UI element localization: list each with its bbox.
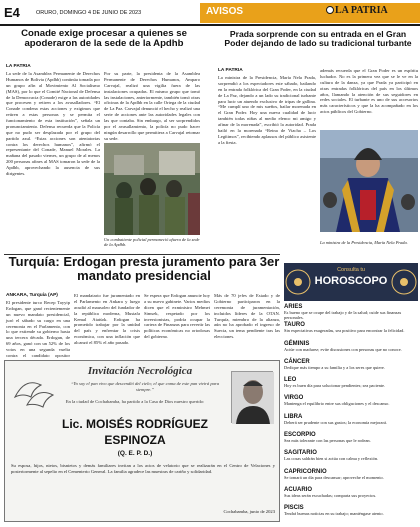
horoscope-sign: [284, 304, 418, 322]
horoscope-sign-text: Sin expectativas exageradas, sea positivo para encontrar la felicidad.: [284, 328, 405, 334]
horoscope-sign-text: Sus ideas serán escuchadas; comparta sus proyectos.: [284, 492, 377, 498]
horoscope-sign: [284, 395, 418, 413]
section-title: AVISOS: [206, 6, 244, 17]
horoscope-sign-name: LEO: [284, 377, 297, 384]
horoscope-banner-pre: Consulta tu: [337, 267, 365, 273]
header-date: ORURO, DOMINGO 4 DE JUNIO DE 2023: [36, 10, 142, 16]
horoscope-sign-name: LIBRA: [284, 413, 303, 420]
obituary-notice: [4, 360, 280, 522]
horoscope-sign-name: TAURO: [284, 322, 305, 329]
horoscope-sign-name: GÉMINIS: [284, 340, 310, 347]
article-1-photo: [104, 143, 200, 235]
horoscope-sign-text: Sea más tolerante con las personas que le rodean.: [284, 438, 371, 444]
article-3-col-1: El presidente turco Recep Tayyip Erdogan, que ganó recientemente un nuevo mandato presidencial, juró el sábado su cargo en una ceremonia en el Parlamento, con lo que extiende su gobierno hasta una tercera década. Erdogan, de 69 años, ganó con un 52% de los votos en una segunda vuelta contra el candidato opositor: [6, 300, 70, 358]
article-1-col-1: La sede de la Asamblea Permanente de Derechos Humanos de Bolivia (Apdhb) continúa tomada por un grupo afín al Movimiento Al Socialismo (MAS), por lo que el Comité Nacional de Defensa de la Democracia (Conade) exige a las autoridades que procesen y retiren a los avasalladores. “El Conade condena estas acciones y exigimos que retiren a estas personas y se permita el funcionamiento de esta institución”, señala un pronunciamiento. Defensa recuerda que la Policía que no pudo ser desplazada por el grupo del partido azul. “Estas acciones son atentatorias contra los derechos humanos”, afirmó el representante del Conade, Manuel Morales. La mañana del pasado viernes, un grupo de al menos 200 personas afines al MAS tomaron la sede de la Apdhb, aprovechando la ausencia de sus dirigentes.: [6, 71, 100, 176]
logo-icon: [326, 6, 334, 14]
horoscope-list: [284, 304, 418, 524]
article-1-kicker: LA PATRIA: [6, 64, 31, 69]
article-2-caption: La ministra de la Presidencia, María Nela Prada.: [320, 240, 408, 245]
horoscope-sign-text: Actúe con madurez; evite discusiones con personas que no conoce.: [284, 346, 402, 352]
horoscope-sign-name: PISCIS: [284, 505, 304, 512]
horoscope-sign-text: Se tomará un día para descansar; aproveche el momento.: [284, 474, 384, 480]
article-3-title: Turquía: Erdogan presta juramento para 3er mandato presidencial: [8, 254, 280, 283]
horoscope-sign: [284, 414, 418, 432]
horoscope-sign: [284, 341, 418, 359]
article-3-kicker: ANKARA, Turquía (AP): [6, 293, 58, 298]
newspaper-logo: LA PATRIA: [335, 5, 388, 16]
obituary-intro: En la ciudad de Cochabamba, ha partido a la Casa de Dios nuestro querido:: [65, 399, 205, 404]
obituary-verse: “Yo soy el pan vivo que descendió del cielo; el que coma de este pan vivirá para siempre.”: [70, 381, 220, 392]
obituary-rip: (Q. E. P. D.): [117, 450, 153, 457]
horoscope-sign: [284, 377, 418, 395]
page-number: E4: [4, 5, 20, 20]
article-2-col-2: además recuerda que el Gran Poder es un espíritu luchador. No es la primera vez que se le ve en la cultura de la danza, ya que Prada ya participó en otras entradas folklóricas del país en los últimos años, llamando la atención de sus seguidores en redes sociales. El turbante es uno de sus accesorios más característicos y que la ha acompañado en los actos públicos del Gobierno.: [320, 68, 418, 115]
horoscope-sign-name: ESCORPIO: [284, 432, 316, 439]
horoscope-sign-name: SAGITARIO: [284, 450, 317, 457]
obituary-name-2: ESPINOZA: [104, 433, 166, 447]
horoscope-sign-name: CÁNCER: [284, 358, 310, 365]
horoscope-sign: [284, 450, 418, 468]
horoscope-sign-text: Dedique más tiempo a su familia y a los seres que quiere.: [284, 364, 385, 370]
article-3-col-3: Se espera que Erdogan anuncie hoy a su nuevo gabinete. Varios medios dicen que el exministro Mehmet Simsek, respetado por los inversionistas, podría ocupar la cartera de Finanzas para revertir las políticas económicas no ortodoxas del gobierno.: [144, 293, 210, 340]
horoscope-sign-name: ACUARIO: [284, 486, 312, 493]
horoscope-sign: [284, 469, 418, 487]
horoscope-sign-text: Es bueno que se ocupe del trabajo y de la salud; cuide sus finanzas personales.: [284, 310, 402, 321]
horoscope-sign: [284, 359, 418, 377]
horoscope-sign-text: Hoy es buen día para solucionar pendientes; sea paciente.: [284, 383, 386, 389]
article-2-kicker: LA PATRIA: [218, 68, 243, 73]
horoscope-sign: [284, 432, 418, 450]
article-2-photo: [320, 130, 418, 232]
article-1-col-2: Por su parte, la presidenta de la Asamblea Permanente de Derechos Humanos, Amparo Carvajal, realizó una vigilia fuera de las instalaciones ocupadas. El mismo grupo que tomó las instalaciones, anteriormente, también tomó otras oficinas de la Apdhb en la calle Ortega de la ciudad de La Paz. Carvajal denunció el hecho y realizó una serie de acciones ante las autoridades legales con las que contaba. Sin embargo, al ser sorprendidos por el avasallamiento, la policía no pudo hacer ningún desarrollo que permitiera a Carvajal retomar su sede.: [104, 71, 200, 141]
obituary-title: Invitación Necrológica: [87, 365, 193, 377]
horoscope-sign: [284, 505, 418, 523]
obituary-closing: Cochabamba, junio de 2023: [223, 509, 275, 514]
horoscope-banner: [284, 263, 418, 301]
horoscope-sign-text: Las cosas saldrán bien si actúa con calma y reflexión.: [284, 456, 379, 462]
horoscope-sign-text: Mantenga el equilibrio entre sus obligaciones y el descanso.: [284, 401, 390, 407]
obituary-photo: [231, 371, 273, 423]
article-1-title: Conade exige procesar a quienes se apoderaron de la sede de la Apdhb: [21, 28, 187, 50]
horoscope-sign-name: ARIES: [284, 304, 303, 310]
article-2-col-1: La ministra de la Presidencia, María Nela Prada, sorprendió a los espectadores este sábado, bailando en la entrada folklórica del Gran Poder, en la ciudad de La Paz, dejando a un lado su tradicional turbante para lucir un atuendo exclusivo de tripas de gallina. “Me cumplí uno de mis sueños, bailar morenada en el Gran Poder. Hoy una nueva cualidad de lucir también todas niñas al medio elenco mi amigo y afinar de la morenada”, escribió la autoridad. Prada bailó en la morenada “Reina de Viacha – Los Legítimos”, recibiendo aplausos del público asistente a la fiesta.: [218, 75, 316, 145]
horoscope-sign: [284, 487, 418, 505]
doves-icon: [11, 367, 57, 411]
horoscope-sign-name: VIRGO: [284, 395, 304, 402]
article-3-col-4: Más de 70 jefes de Estado y de Gobierno participaron en la ceremonia de juramentación, incluidos líderes de la OTAN. Turquía, miembro de la alianza, aún no ha aprobado el ingreso de Suecia, un tema pendiente tras las elecciones.: [214, 293, 280, 340]
article-2-title: Prada sorprende con su entrada en el Gran Poder dejando de lado su tradicional turbante: [224, 29, 412, 49]
horoscope-sign-name: CAPRICORNIO: [284, 468, 327, 475]
obituary-name-1: Lic. MOISÉS RODRÍGUEZ: [61, 417, 208, 431]
horoscope-sign: [284, 322, 418, 340]
horoscope-sign-text: Tendrá buenas noticias en su trabajo; manténgase atento.: [284, 511, 384, 517]
obituary-body: Su esposa, hijos, nietos, bisnietos y demás familiares invitan a los actos de velatorio que se realizarán en el Centro de Velaciones y posteriormente al sepelio en el Cementerio General. La familia agradece las muestras de cariño y solidaridad.: [11, 463, 275, 474]
article-1-caption: Un combatiente policial permaneció afuera de la sede de la Apdhb.: [104, 237, 200, 248]
article-3-col-2: El mandatario fue juramentado en el Parlamento en Ankara y luego acudió al mausoleo del fundador de la república moderna, Mustafa Kemal Atatürk. Erdogan ha prometido trabajar por la unidad del país y enfrentar la crisis económica, con una inflación que alcanzó el 85% el año pasado.: [74, 293, 140, 345]
horoscope-banner-title: HOROSCOPO: [314, 275, 388, 287]
horoscope-sign-text: Deberá ser prudente con sus gastos; la economía mejorará.: [284, 419, 388, 425]
